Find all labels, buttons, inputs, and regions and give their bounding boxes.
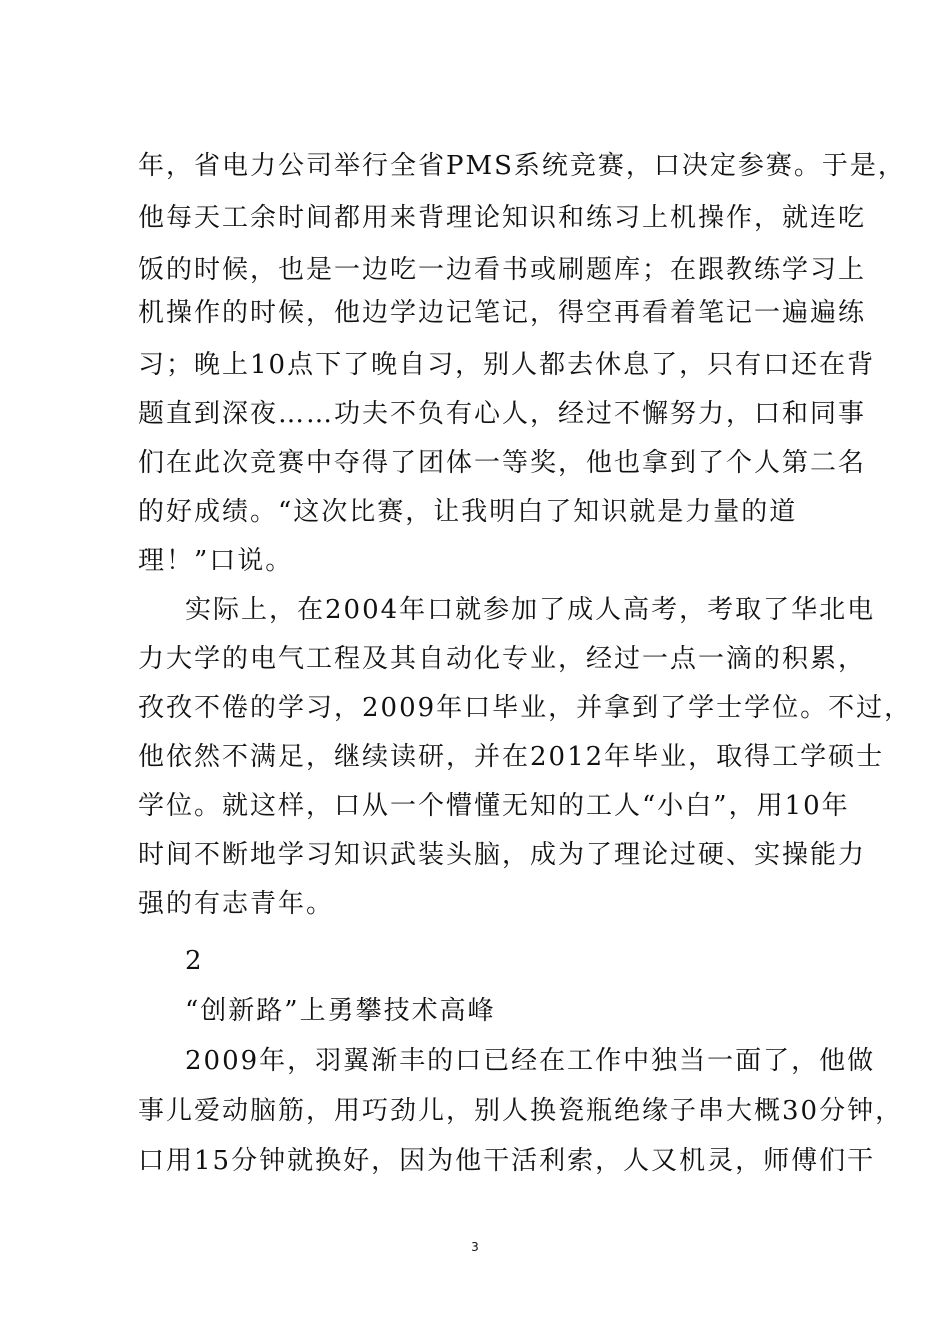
text-line: 饭的时候，也是一边吃一边看书或刷题库；在跟教练学习上 — [138, 255, 867, 285]
text-line: 题直到深夜……功夫不负有心人，经过不懈努力，口和同事 — [138, 399, 867, 429]
text-line: 强的有志青年。 — [138, 889, 335, 919]
text-line: 他每天工余时间都用来背理论知识和练习上机操作，就连吃 — [138, 203, 867, 233]
text-line: 实际上，在2004年口就参加了成人高考，考取了华北电 — [185, 595, 876, 625]
text-line: 2009年，羽翼渐丰的口已经在工作中独当一面了，他做 — [185, 1046, 876, 1076]
section-number: 2 — [185, 946, 204, 976]
text-line: 学位。就这样，口从一个懵懂无知的工人“小白”，用10年 — [138, 791, 850, 821]
text-line: 机操作的时候，他边学边记笔记，得空再看着笔记一遍遍练 — [138, 298, 867, 328]
text-line: 时间不断地学习知识武装头脑，成为了理论过硬、实操能力 — [138, 840, 867, 870]
text-line: 事儿爱动脑筋，用巧劲儿，别人换瓷瓶绝缘子串大概30分钟， — [138, 1096, 904, 1126]
text-line: 年，省电力公司举行全省PMS系统竞赛，口决定参赛。于是， — [138, 151, 906, 181]
text-line: 力大学的电气工程及其自动化专业，经过一点一滴的积累， — [138, 644, 867, 674]
text-line: 口用15分钟就换好，因为他干活利索，人又机灵，师傅们干 — [138, 1146, 876, 1176]
text-line: 他依然不满足，继续读研，并在2012年毕业，取得工学硕士 — [138, 742, 885, 772]
text-line: 习；晚上10点下了晚自习，别人都去休息了，只有口还在背 — [138, 350, 876, 380]
text-line: 们在此次竞赛中夺得了团体一等奖，他也拿到了个人第二名 — [138, 448, 867, 478]
page-number: 3 — [471, 1240, 479, 1254]
text-line: 理！”口说。 — [138, 546, 294, 576]
text-line: 的好成绩。“这次比赛，让我明白了知识就是力量的道 — [138, 497, 798, 527]
section-heading: “创新路”上勇攀技术高峰 — [185, 996, 496, 1026]
text-line: 孜孜不倦的学习，2009年口毕业，并拿到了学士学位。不过， — [138, 693, 913, 723]
